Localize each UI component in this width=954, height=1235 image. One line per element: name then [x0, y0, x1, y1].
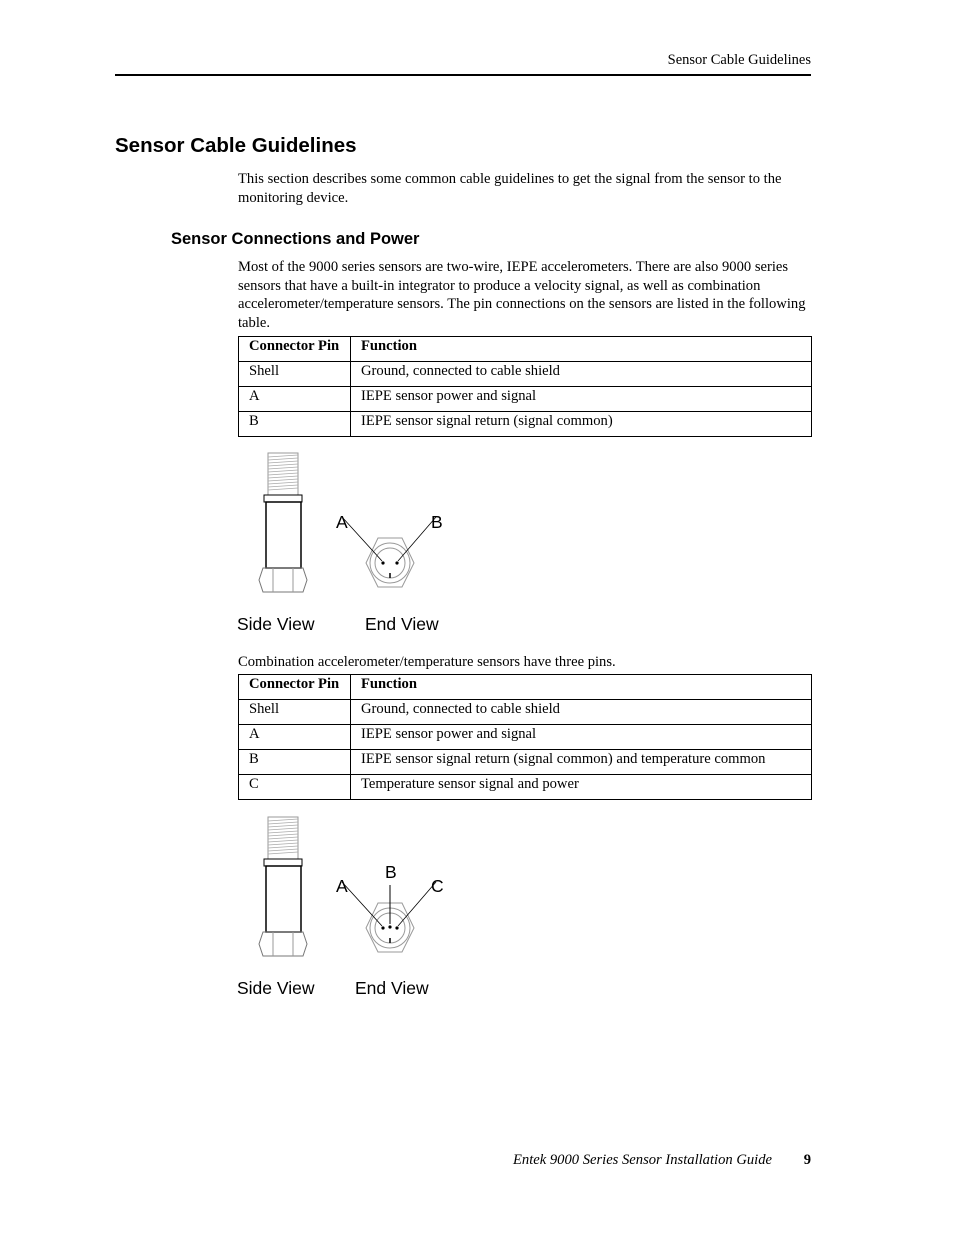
sensor-end-view-drawing: [350, 525, 430, 595]
pin-cell: C: [239, 775, 351, 800]
pin-label-c: C: [431, 876, 444, 896]
end-view-label: End View: [365, 614, 439, 634]
end-view-label: End View: [355, 978, 429, 998]
side-view-label: Side View: [237, 614, 315, 634]
pin-label-b: B: [431, 512, 443, 532]
pin-label-b: B: [385, 862, 397, 882]
sensor-side-view-drawing: [255, 450, 315, 595]
pin-cell: B: [239, 412, 351, 437]
pin-label-a: A: [336, 876, 348, 896]
section-intro: This section describes some common cable guidelines to get the signal from the sensor to the monitoring device.: [238, 171, 782, 206]
subsection-paragraph: Most of the 9000 series sensors are two-wire, IEPE accelerometers. There are also 9000 series sensors that have a built-in integrator to produce a velocity signal, as well as combination accelerometer/temperature sensors. The pin connections on the sensors are listed in the following table.: [238, 259, 806, 332]
table-header-cell: Function: [351, 675, 812, 700]
function-cell: IEPE sensor signal return (signal common): [351, 412, 812, 437]
table-row: [239, 750, 812, 775]
footer-title: Entek 9000 Series Sensor Installation Guide: [512, 1152, 772, 1168]
pin-label-a: A: [336, 512, 348, 532]
function-cell: IEPE sensor power and signal: [351, 725, 812, 750]
pin-cell: A: [239, 725, 351, 750]
sensor-end-view-drawing: [350, 890, 430, 960]
table-row: [239, 725, 812, 750]
table-header-row: [239, 675, 812, 700]
function-cell: Ground, connected to cable shield: [351, 362, 812, 387]
table-row: [239, 775, 812, 800]
section-title: Sensor Cable Guidelines: [115, 134, 357, 157]
combo-paragraph: Combination accelerometer/temperature sensors have three pins.: [238, 654, 616, 670]
side-view-label: Side View: [237, 978, 315, 998]
table-header-cell: Connector Pin: [239, 675, 351, 700]
pin-cell: Shell: [239, 700, 351, 725]
function-cell: IEPE sensor power and signal: [351, 387, 812, 412]
function-cell: IEPE sensor signal return (signal common) and temperature common: [351, 750, 812, 775]
three-pin-table: [238, 674, 812, 800]
page-number: 9: [803, 1152, 811, 1168]
subsection-title: Sensor Connections and Power: [171, 230, 420, 248]
table-header-row: [239, 337, 812, 362]
two-pin-table: [238, 336, 812, 437]
pin-cell: B: [239, 750, 351, 775]
table-row: [239, 387, 812, 412]
table-row: [239, 700, 812, 725]
table-header-cell: Connector Pin: [239, 337, 351, 362]
table-row: [239, 412, 812, 437]
pin-cell: A: [239, 387, 351, 412]
function-cell: Ground, connected to cable shield: [351, 700, 812, 725]
sensor-side-view-drawing: [255, 814, 315, 959]
function-cell: Temperature sensor signal and power: [351, 775, 812, 800]
table-row: [239, 362, 812, 387]
header-rule: [115, 74, 811, 76]
pin-cell: Shell: [239, 362, 351, 387]
running-header: Sensor Cable Guidelines: [667, 52, 811, 68]
table-header-cell: Function: [351, 337, 812, 362]
